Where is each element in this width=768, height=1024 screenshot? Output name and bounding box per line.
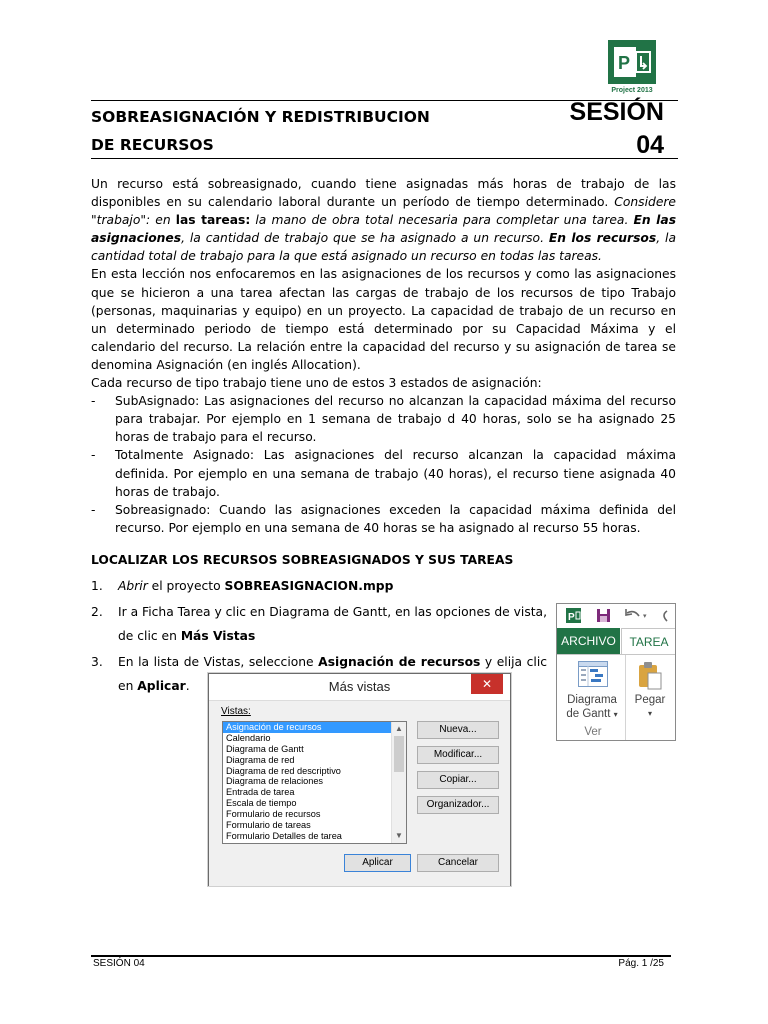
intro-body [91,175,676,537]
allocation-states-list [91,392,676,537]
p1-assignments: En las asignaciones [91,213,677,246]
cancel-button[interactable]: Cancelar [417,854,499,872]
tab-archivo[interactable]: ARCHIVO [557,628,620,654]
paste-label: Pegar [634,694,666,706]
logo-caption: Project 2013 [611,87,653,94]
ribbon-tabs [557,628,675,654]
session-number [548,96,664,162]
step-2-more-views: Más Vistas [180,629,256,643]
new-view-button[interactable]: Nueva... [417,721,499,739]
p1-resources-def: , la cantidad total de trabajo para la que está asignado un recurso en todas las tareas. [91,231,676,264]
step-number: 2. [91,605,103,619]
group-separator [625,655,626,741]
gantt-label-2: de Gantt ▾ [566,708,618,720]
title-line-2: DE RECURSOS [91,136,214,154]
list-item[interactable]: Formulario de tareas [226,820,311,831]
p1-tasks: las tareas: [175,213,251,228]
intro-paragraph-2: En esta lección nos enfocaremos en las asignaciones de los recursos y como las asignaciones que se hicieron a una tarea afectan las cargas de trabajo de los recursos de tipo Trabajo (personas, maquinarias y equipo) en un proyecto. La capacidad de trabajo de un recurso en un determinado periodo de tiempo está determinado por su Capacidad Máxima y el calendario del recurso. La relación entre la capacidad del recurso y su asignación de tarea se denomina Asignación (en inglés Allocation). [91,267,676,372]
bullet-text: Totalmente Asignado: Las asignaciones del recurso alcanzan la capacidad máxima definida. Por ejemplo en una semana de trabajo (40 horas), el recurso tiene asignada 40 horas de trabajo. [115,448,676,499]
step-1-file: SOBREASIGNACION.mpp [224,579,394,593]
list-item [91,446,676,500]
quick-access-toolbar [557,604,675,628]
svg-text:▾: ▾ [643,613,647,620]
dialog-content [209,700,510,886]
step-2-text: Ir a Ficha Tarea y clic en Diagrama de Gantt, en las opciones de vista, de clic en [118,605,547,643]
apply-button[interactable]: Aplicar [344,854,411,872]
footer-page-number: Pág. 1 /25 [618,958,664,969]
gantt-view-button[interactable] [559,693,625,722]
p1-text: Un recurso está sobreasignado, cuando tiene asignadas más horas de trabajo de las disponibles en su calendario laboral durante un período de tiempo determinado. [91,177,676,210]
list-item[interactable]: Calendario [226,732,271,743]
step-number: 1. [91,579,103,593]
views-label-text: Vistas: [221,706,251,717]
list-item [91,392,676,446]
list-item[interactable]: Diagrama de relaciones [226,776,324,787]
paste-button[interactable] [629,693,671,721]
views-listbox[interactable] [222,721,407,844]
intro-paragraph-3: Cada recurso de tipo trabajo tiene uno de estos 3 estados de asignación: [91,376,542,391]
tab-tarea[interactable]: TAREA [621,628,676,654]
group-label-ver: Ver [584,726,602,738]
list-item[interactable]: Diagrama de Gantt [226,743,304,754]
bullet-dash: - [91,502,96,517]
scroll-down-icon[interactable]: ▼ [395,831,403,840]
close-icon[interactable]: ✕ [471,674,503,694]
list-item[interactable]: Formulario Detalles de tarea [226,830,342,841]
step-3-text: En la lista de Vistas, seleccione [118,655,319,669]
footer-session: SESIÓN 04 [93,958,145,969]
list-item-selected[interactable]: Asignación de recursos [223,722,406,733]
ribbon-body [557,654,675,741]
step-2 [91,600,547,648]
list-item [91,501,676,537]
scroll-up-icon[interactable]: ▲ [395,724,403,733]
p1-tasks-def: la mano de obra total necesaria para completar una tarea. [250,213,634,228]
intro-paragraph-1 [91,175,676,265]
gantt-chart-icon [578,661,608,687]
more-views-dialog [208,673,511,886]
step-1 [91,574,547,598]
step-3-view-name: Asignación de recursos [318,655,481,669]
section-heading: LOCALIZAR LOS RECURSOS SOBREASIGNADOS Y SUS TAREAS [91,553,514,567]
svg-text:P: P [568,612,575,623]
step-3-apply: Aplicar [137,679,186,693]
gantt-label-1: Diagrama [567,694,617,706]
project-logo-icon [608,40,656,84]
step-3-text-2: y elija clic en [118,655,547,693]
list-item[interactable]: Diagrama de red descriptivo [226,765,341,776]
bullet-dash: - [91,448,96,463]
scroll-thumb[interactable] [394,736,404,772]
bullet-dash: - [91,394,96,409]
list-item[interactable]: Diagrama de red [226,754,295,765]
step-1-text: el proyecto [147,579,225,593]
p1-consider: Considere "trabajo": en [91,195,676,228]
bullet-text: SubAsignado: Las asignaciones del recurso no alcanzan la capacidad máxima del recurso para trabajar. Por ejemplo en 1 semana de trabajo d 40 horas, solo se ha asignado 25 horas de trabajo para el recurso. [115,394,676,445]
copy-view-button[interactable]: Copiar... [417,771,499,789]
list-item[interactable]: Entrada de tarea [226,787,295,798]
p1-assignments-def: , la cantidad de trabajo que se ha asignado a un recurso. [181,231,549,246]
step-number: 3. [91,655,103,669]
organizer-button[interactable]: Organizador... [417,796,499,814]
ribbon-screenshot [556,603,676,741]
session-value: 04 [636,131,664,159]
views-list-label [221,706,251,717]
step-1-verb: Abrir [118,579,148,593]
paste-dropdown-icon: ▾ [647,709,652,718]
p1-resources: En los recursos [548,231,657,246]
footer-rule [91,955,671,957]
gantt-dropdown-icon: ▾ [613,710,618,719]
dialog-title: Más vistas [328,679,391,694]
listbox-scrollbar[interactable] [391,722,406,843]
svg-text:P: P [618,53,631,73]
session-label: SESIÓN [569,98,664,126]
list-item[interactable]: Escala de tiempo [226,798,297,809]
bullet-text: Sobreasignado: Cuando las asignaciones exceden la capacidad máxima definida del recurso. Por ejemplo en una semana de 40 horas se ha asignado al recurso 55 horas. [115,502,676,535]
step-3-period: . [185,679,190,693]
modify-view-button[interactable]: Modificar... [417,746,499,764]
document-title [91,103,511,159]
paste-icon [637,661,663,691]
title-line-1: SOBREASIGNACIÓN Y REDISTRIBUCION [91,108,430,126]
header-rule-bottom [91,158,678,159]
list-item[interactable]: Formulario de recursos [226,809,321,820]
